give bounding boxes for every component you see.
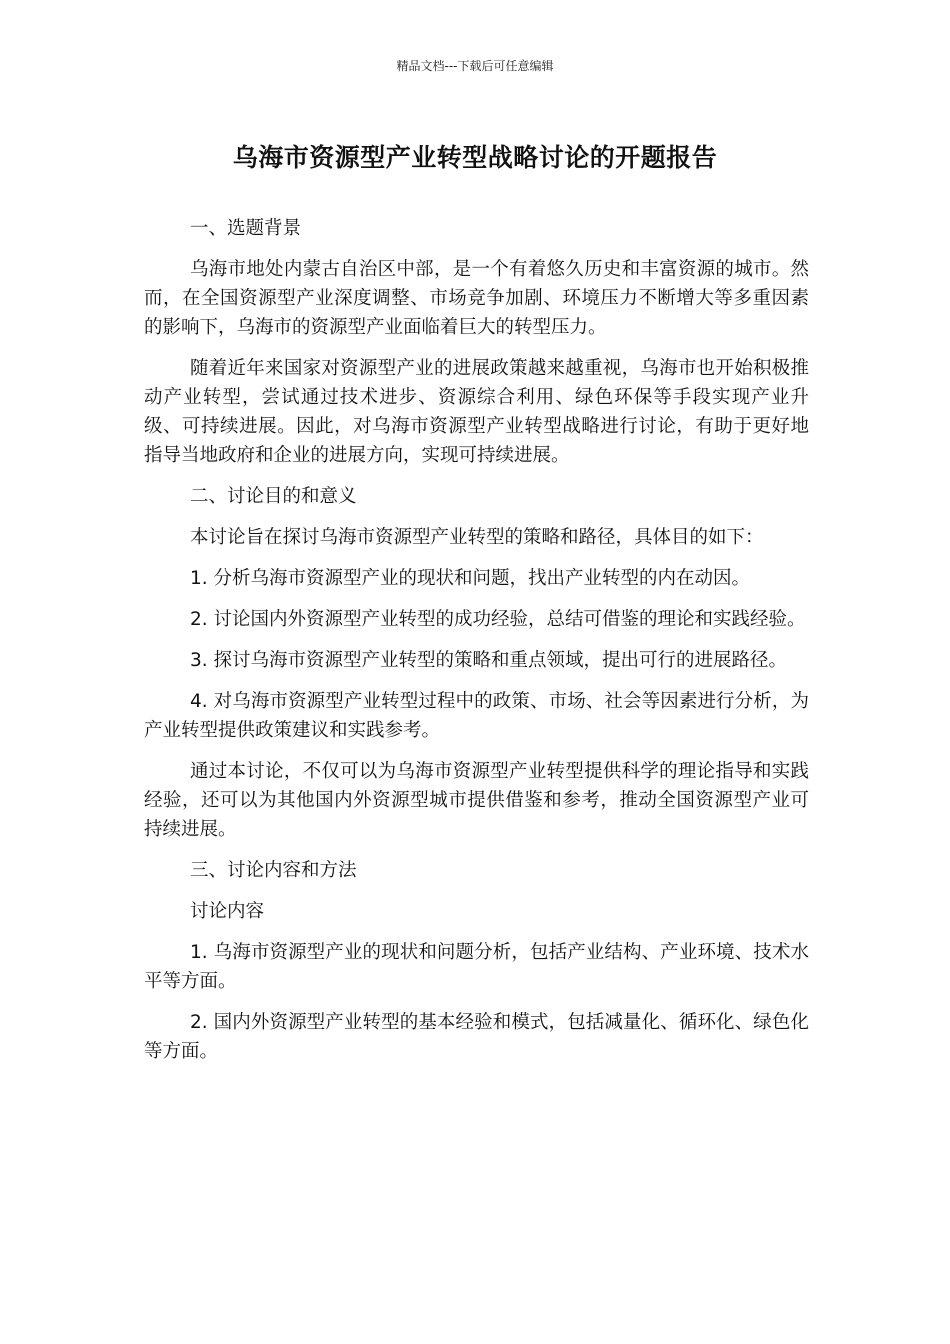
section-heading-purpose: 二、讨论目的和意义: [190, 486, 357, 507]
purpose-list-item: 1. 分析乌海市资源型产业的现状和问题，找出产业转型的内在动因。: [190, 568, 751, 589]
content-list-item: 2. 国内外资源型产业转型的基本经验和模式，包括减量化、循环化、绿色化等方面。: [144, 1012, 809, 1062]
paragraph-background-1: 乌海市地处内蒙古自治区中部，是一个有着悠久历史和丰富资源的城市。然而，在全国资源型产业深度调整、市场竞争加剧、环境压力不断增大等多重因素的影响下，乌海市的资源型产业面临着巨大的转型压力。: [144, 259, 809, 338]
paragraph-purpose-intro: 本讨论旨在探讨乌海市资源型产业转型的策略和路径，具体目的如下：: [190, 527, 764, 548]
content-list-item: 1. 乌海市资源型产业的现状和问题分析，包括产业结构、产业环境、技术水平等方面。: [144, 942, 809, 992]
header-note: 精品文档---下载后可任意编辑: [396, 59, 554, 73]
purpose-list-item: 2. 讨论国内外资源型产业转型的成功经验，总结可借鉴的理论和实践经验。: [190, 609, 806, 630]
section-heading-background: 一、选题背景: [190, 218, 302, 239]
purpose-list-item: 3. 探讨乌海市资源型产业转型的策略和重点领域，提出可行的进展路径。: [190, 650, 788, 671]
paragraph-purpose-conclusion: 通过本讨论，不仅可以为乌海市资源型产业转型提供科学的理论指导和实践经验，还可以为其他国内外资源型城市提供借鉴和参考，推动全国资源型产业可持续进展。: [144, 761, 809, 840]
purpose-list-item: 4. 对乌海市资源型产业转型过程中的政策、市场、社会等因素进行分析，为产业转型提供政策建议和实践参考。: [144, 691, 809, 741]
subheading-content: 讨论内容: [190, 901, 265, 922]
document-title: 乌海市资源型产业转型战略讨论的开题报告: [232, 143, 718, 172]
section-heading-content-method: 三、讨论内容和方法: [190, 860, 357, 881]
paragraph-background-2: 随着近年来国家对资源型产业的进展政策越来越重视，乌海市也开始积极推动产业转型，尝试通过技术进步、资源综合利用、绿色环保等手段实现产业升级、可持续进展。因此，对乌海市资源型产业转型战略进行讨论，有助于更好地指导当地政府和企业的进展方向，实现可持续进展。: [144, 358, 809, 466]
document-body: [144, 214, 809, 1078]
